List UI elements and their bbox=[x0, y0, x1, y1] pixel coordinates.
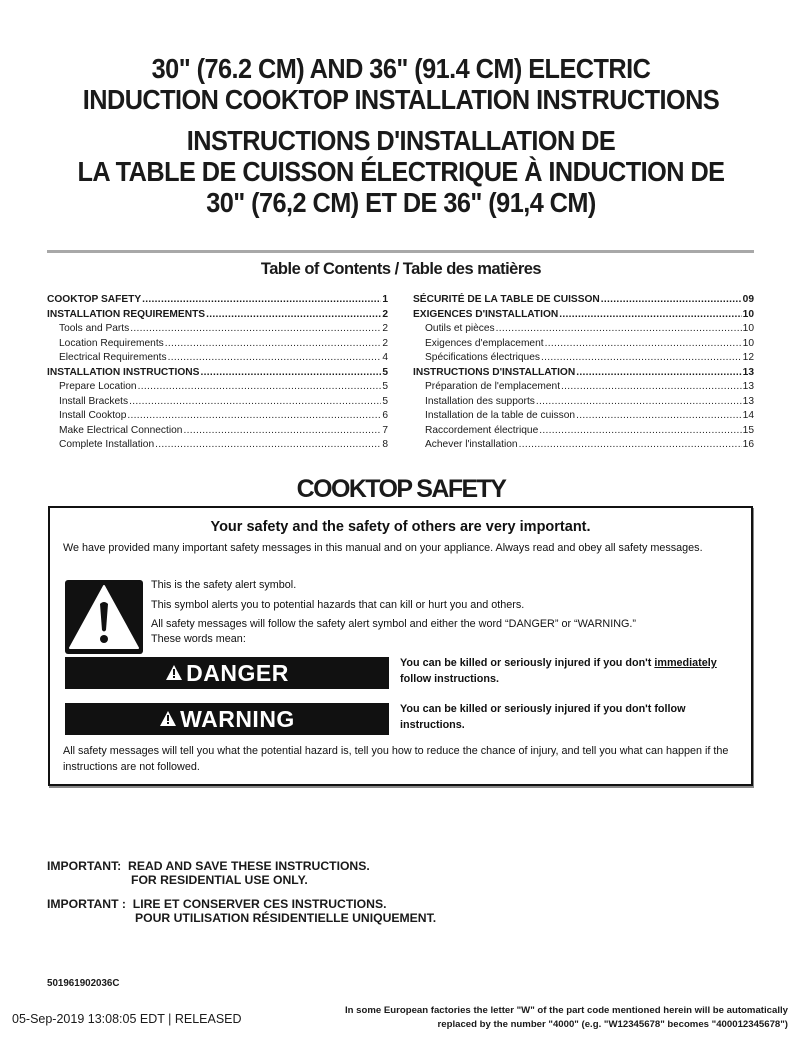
toc-entry-page: 14 bbox=[742, 410, 754, 421]
toc-entry-page: 4 bbox=[382, 352, 388, 363]
toc-entry[interactable] bbox=[47, 308, 388, 323]
important-notice-english bbox=[47, 859, 370, 887]
toc-entry-label: Location Requirements bbox=[59, 337, 164, 349]
toc-entry[interactable] bbox=[47, 380, 388, 395]
safety-box-title: Your safety and the safety of others are very important. bbox=[210, 519, 591, 535]
toc-entry[interactable] bbox=[47, 337, 388, 352]
toc-entry-page: 5 bbox=[382, 395, 388, 407]
toc-entry-page: 10 bbox=[742, 308, 754, 320]
toc-entry-label: SÉCURITÉ DE LA TABLE DE CUISSON bbox=[413, 294, 600, 305]
toc-entry-page: 16 bbox=[742, 439, 754, 450]
title-line: INSTRUCTIONS D'INSTALLATION DE bbox=[186, 125, 616, 156]
toc-leader-dots bbox=[541, 351, 742, 366]
toc-entry-label: EXIGENCES D'INSTALLATION bbox=[413, 308, 559, 320]
toc-entry-page: 13 bbox=[742, 366, 754, 378]
toc-leader-dots bbox=[168, 351, 382, 366]
toc-entry-label: Prepare Location bbox=[59, 381, 137, 392]
toc-entry-label: Spécifications électriques bbox=[425, 352, 540, 363]
toc-column-english bbox=[47, 293, 388, 453]
document-title bbox=[0, 53, 802, 218]
toc-entry-page: 6 bbox=[382, 410, 388, 421]
toc-entry-page: 2 bbox=[382, 308, 388, 320]
warning-description: You can be killed or seriously injured if you don't follow instructions. bbox=[400, 703, 686, 731]
toc-entry[interactable] bbox=[413, 438, 754, 453]
toc-entry[interactable] bbox=[413, 395, 754, 410]
european-part-code-note bbox=[268, 1004, 788, 1032]
note-line: In some European factories the letter "W" of the part code mentioned herein will be automatically bbox=[344, 1005, 788, 1016]
toc-entry-label: Installation de la table de cuisson bbox=[425, 410, 576, 421]
toc-entry-page: 2 bbox=[382, 323, 388, 334]
toc-leader-dots bbox=[545, 337, 742, 352]
toc-entry-page: 13 bbox=[742, 381, 754, 392]
title-english bbox=[0, 53, 802, 115]
safety-outro: All safety messages will tell you what the potential hazard is, tell you how to reduce the chance of injury, and tell you what can happen if the instructions are not followed. bbox=[63, 745, 729, 773]
toc-entry-label: Raccordement électrique bbox=[425, 424, 539, 436]
toc-entry-label: Make Electrical Connection bbox=[59, 424, 183, 436]
toc-entry-label: INSTRUCTIONS D'INSTALLATION bbox=[413, 366, 576, 378]
toc-leader-dots bbox=[601, 293, 742, 308]
toc-leader-dots bbox=[536, 395, 742, 410]
toc-leader-dots bbox=[130, 322, 381, 337]
danger-desc-emphasis: immediately bbox=[654, 657, 717, 669]
warning-triangle-icon bbox=[165, 660, 183, 687]
title-line: 30" (76.2 CM) AND 36" (91.4 CM) ELECTRIC bbox=[151, 53, 651, 84]
toc-entry-page: 15 bbox=[742, 424, 754, 436]
toc-entry[interactable] bbox=[413, 337, 754, 352]
toc-entry[interactable] bbox=[413, 366, 754, 381]
toc-entry-label: Electrical Requirements bbox=[59, 352, 167, 363]
toc-entry-page: 1 bbox=[382, 294, 388, 305]
safety-box bbox=[48, 506, 753, 786]
toc-entry[interactable] bbox=[47, 409, 388, 424]
toc-entry[interactable] bbox=[413, 409, 754, 424]
toc-leader-dots bbox=[576, 409, 742, 424]
notice-line: POUR UTILISATION RÉSIDENTIELLE UNIQUEMENT. bbox=[135, 911, 437, 925]
toc-leader-dots bbox=[561, 380, 742, 395]
toc-leader-dots bbox=[200, 366, 381, 381]
toc-leader-dots bbox=[519, 438, 742, 453]
toc-entry-label: INSTALLATION REQUIREMENTS bbox=[47, 308, 206, 320]
toc-entry-label: Install Brackets bbox=[59, 395, 129, 407]
toc-column-french bbox=[413, 293, 754, 453]
toc-entry-page: 2 bbox=[382, 337, 388, 349]
danger-label bbox=[65, 657, 389, 689]
toc-leader-dots bbox=[206, 308, 381, 323]
notice-line: IMPORTANT : LIRE ET CONSERVER CES INSTRUCTIONS. bbox=[47, 897, 387, 911]
warning-label bbox=[65, 703, 389, 735]
toc-entry[interactable] bbox=[47, 366, 388, 381]
toc-entry-label: Outils et pièces bbox=[425, 323, 495, 334]
title-line: 30" (76,2 CM) ET DE 36" (91,4 CM) bbox=[206, 187, 596, 218]
toc-leader-dots bbox=[129, 395, 381, 410]
toc-entry[interactable] bbox=[413, 308, 754, 323]
part-number: 501961902036C bbox=[47, 978, 120, 989]
toc-entry-label: Install Cooktop bbox=[59, 410, 127, 421]
danger-text: DANGER bbox=[186, 659, 289, 686]
toc-leader-dots bbox=[183, 424, 381, 439]
toc-entry[interactable] bbox=[413, 424, 754, 439]
toc-entry[interactable] bbox=[413, 380, 754, 395]
toc-entry-page: 10 bbox=[742, 337, 754, 349]
notice-line: IMPORTANT: READ AND SAVE THESE INSTRUCTIONS. bbox=[47, 859, 370, 873]
alert-explanation bbox=[151, 578, 636, 647]
toc-entry-label: Installation des supports bbox=[425, 395, 535, 407]
toc-entry-label: Complete Installation bbox=[59, 439, 155, 450]
toc-entry-page: 7 bbox=[382, 424, 388, 436]
toc-entry[interactable] bbox=[47, 293, 388, 308]
toc-entry-page: 12 bbox=[742, 352, 754, 363]
section-divider bbox=[47, 250, 754, 253]
title-line: INDUCTION COOKTOP INSTALLATION INSTRUCTIONS bbox=[82, 84, 720, 115]
title-line: LA TABLE DE CUISSON ÉLECTRIQUE À INDUCTION DE bbox=[77, 156, 725, 187]
toc-entry-label: Achever l'installation bbox=[425, 439, 518, 450]
toc-leader-dots bbox=[496, 322, 742, 337]
warning-triangle-icon bbox=[159, 706, 177, 733]
toc-entry[interactable] bbox=[413, 351, 754, 366]
danger-desc-text-end: follow instructions. bbox=[400, 672, 499, 685]
toc-leader-dots bbox=[138, 380, 382, 395]
toc-leader-dots bbox=[142, 293, 381, 308]
toc-entry[interactable] bbox=[47, 351, 388, 366]
important-notice-french bbox=[47, 897, 436, 925]
toc-entry[interactable] bbox=[47, 395, 388, 410]
toc-entry-label: Tools and Parts bbox=[59, 323, 130, 334]
alert-line: All safety messages will follow the safety alert symbol and either the word “DANGER” or “WARNING.” bbox=[151, 618, 637, 630]
alert-line: These words mean: bbox=[151, 633, 246, 645]
safety-intro: We have provided many important safety messages in this manual and on your appliance. Always read and obey all safety messages. bbox=[63, 542, 703, 554]
release-stamp: 05-Sep-2019 13:08:05 EDT | RELEASED bbox=[12, 1012, 242, 1026]
toc-entry[interactable] bbox=[47, 424, 388, 439]
alert-line: This symbol alerts you to potential hazards that can kill or hurt you and others. bbox=[151, 599, 525, 611]
cooktop-safety-heading: COOKTOP SAFETY bbox=[296, 475, 506, 503]
toc-entry-page: 5 bbox=[382, 381, 388, 392]
toc-entry[interactable] bbox=[47, 438, 388, 453]
toc-heading: Table of Contents / Table des matières bbox=[260, 260, 542, 278]
alert-line: This is the safety alert symbol. bbox=[151, 579, 297, 591]
toc-entry[interactable] bbox=[47, 322, 388, 337]
toc-entry-page: 10 bbox=[742, 323, 754, 334]
danger-desc-text: You can be killed or seriously injured if you don't bbox=[400, 657, 655, 669]
toc-entry-label: Préparation de l'emplacement bbox=[425, 381, 561, 392]
toc-leader-dots bbox=[576, 366, 741, 381]
toc-entry[interactable] bbox=[413, 293, 754, 308]
toc-entry-page: 09 bbox=[742, 294, 754, 305]
toc-leader-dots bbox=[165, 337, 382, 352]
danger-description bbox=[400, 656, 750, 687]
toc-entry-label: Exigences d'emplacement bbox=[425, 337, 544, 349]
toc-entry-page: 5 bbox=[382, 366, 388, 378]
safety-alert-icon bbox=[65, 580, 143, 654]
toc-leader-dots bbox=[539, 424, 741, 439]
toc-entry[interactable] bbox=[413, 322, 754, 337]
toc-entry-label: INSTALLATION INSTRUCTIONS bbox=[47, 366, 200, 378]
toc-leader-dots bbox=[559, 308, 741, 323]
note-line: replaced by the number "4000" (e.g. "W12345678" becomes "400012345678") bbox=[437, 1019, 788, 1030]
title-french bbox=[0, 125, 802, 218]
toc-entry-page: 13 bbox=[742, 395, 754, 407]
toc-leader-dots bbox=[155, 438, 381, 453]
notice-line: FOR RESIDENTIAL USE ONLY. bbox=[131, 873, 308, 887]
toc-leader-dots bbox=[127, 409, 381, 424]
toc-entry-page: 8 bbox=[382, 439, 388, 450]
warning-text: WARNING bbox=[180, 705, 295, 732]
toc-entry-label: COOKTOP SAFETY bbox=[47, 294, 142, 305]
